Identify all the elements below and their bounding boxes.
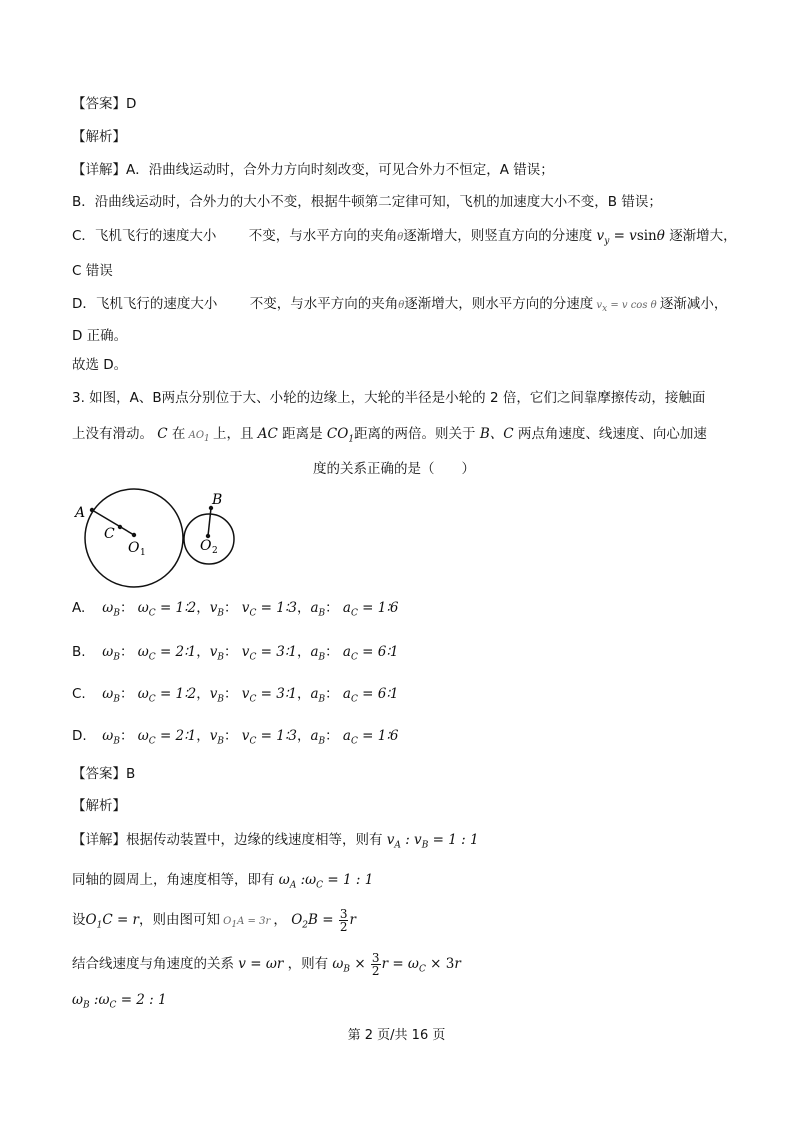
q2-detail-d: [72, 294, 727, 319]
page-footer: 第 2 页/共 16 页: [347, 1028, 446, 1043]
q2-c-part2: 不变，与水平方向的夹角: [248, 228, 398, 244]
q2-detail-b: B．沿曲线运动时，合外力的大小不变，根据牛顿第二定律可知，飞机的加速度大小不变，B 错误；: [72, 194, 662, 210]
q2-d-part3: 逐渐增大，则水平方向的分速度: [404, 296, 594, 312]
q2-d-part4: 逐渐减小，: [659, 296, 728, 312]
option-c-omega: 1∶2: [175, 686, 197, 702]
q3-analysis-label: 【解析】: [72, 798, 126, 814]
q2-d-part2: 不变，与水平方向的夹角: [249, 296, 399, 312]
wheels-diagram: [72, 488, 242, 588]
q3-detail4-part1: 结合线速度与角速度的关系: [72, 956, 234, 972]
co1-symbol: $CO_1$: [322, 426, 355, 445]
option-a-omega: 1∶2: [175, 600, 197, 616]
option-d-omega: 2∶1: [175, 728, 197, 744]
q3-detail1: 【详解】根据传动装置中，边缘的线速度相等，则有 $v_A$ : $v_B = 1$ : 1: [72, 832, 479, 851]
q2-d-conclusion: D 正确。: [72, 328, 128, 344]
q3-detail3: 设$O_1C = r$，则由图可知 $O_1A = 3r$ ， $O_2B$ = $\frac{3}{2}$ r: [72, 907, 356, 934]
q3-detail3-part2: ，则由图可知: [139, 912, 220, 928]
vy-formula: $v_y = vsin\theta$: [592, 228, 670, 247]
q2-choice: 故选 D。: [72, 357, 128, 373]
option-b-v: 3∶1: [276, 644, 297, 660]
q3-stem-line1: 3. 如图，A、B两点分别位于大、小轮的边缘上，大轮的半径是小轮的 2 倍，它们之间靠摩擦传动，接触面: [72, 390, 706, 406]
option-b-label: B.: [72, 644, 86, 660]
radius-o2b: [208, 508, 211, 536]
option-b-omega: 2∶1: [175, 644, 197, 660]
q3-detail1-ratio: 1 : 1: [448, 832, 479, 848]
option-d-v: 1∶3: [276, 728, 297, 744]
q3-detail2: 同轴的圆周上，角速度相等，即有 $\omega_A$ $:\omega_C = 1$ : 1: [72, 872, 374, 891]
option-d-label: D.: [72, 728, 87, 744]
point-a: [90, 508, 94, 512]
theta-symbol: θ: [398, 300, 405, 311]
q3-detail3-part3: ，: [273, 912, 287, 928]
q2-c-part4: 逐渐增大，: [669, 228, 737, 244]
option-a-label: A.: [72, 600, 86, 616]
large-wheel: [85, 489, 183, 587]
q3-stem-part1: 上没有滑动。: [72, 426, 153, 442]
option-c[interactable]: C. $\omega_B$： $\omega_C$ = 1∶2，$v_B$： $v_C$ = 3∶1，$a_B$： $a_C$ = 6∶1: [72, 686, 399, 705]
q3-stem-part3: 上，且: [212, 426, 254, 442]
q2-detail-c: [72, 226, 737, 252]
q3-stem-part2: 在: [171, 426, 186, 442]
label-o1-sub: 1: [140, 548, 146, 558]
q2-analysis-label: 【解析】: [72, 129, 126, 145]
q3-stem-line2: [72, 424, 707, 450]
q3-stem-part4: 距离是: [282, 426, 323, 442]
q3-detail4-part2: ，则有: [287, 956, 329, 972]
label-c: C: [104, 526, 115, 542]
option-d[interactable]: D. $\omega_B$： $\omega_C$ = 2∶1，$v_B$： $v_C$ = 1∶3，$a_B$： $a_C$ = 1∶6: [72, 728, 399, 747]
option-a-v: 1∶3: [276, 600, 297, 616]
option-c-a: 6∶1: [377, 686, 399, 702]
q3-detail3-part1: 设: [72, 912, 86, 928]
option-a-a: 1∶6: [377, 600, 399, 616]
point-c: [118, 525, 122, 529]
q2-detail-a: 【详解】A．沿曲线运动时，合外力方向时刻改变，可见合外力不恒定，A 错误；: [72, 162, 554, 178]
label-a: A: [75, 505, 86, 521]
q3-detail1-text: 【详解】根据传动装置中，边缘的线速度相等，则有: [72, 832, 383, 848]
ao1-symbol: $AO_1$: [185, 430, 210, 444]
option-b-a: 6∶1: [377, 644, 399, 660]
point-o1: [132, 533, 136, 537]
q3-detail4: 结合线速度与角速度的关系 v = ωr ，则有 $\omega_B$ × $\frac{3}{2}$ $r = \omega_C \times 3r$: [72, 951, 461, 978]
q3-detail2-ratio: 1 : 1: [342, 872, 374, 888]
q3-detail5-ratio: 2 : 1: [136, 992, 167, 1008]
q2-answer: 【答案】D: [72, 96, 137, 112]
label-o1: O: [128, 540, 140, 556]
theta-symbol: θ: [397, 232, 404, 243]
point-c-symbol: C: [153, 426, 172, 442]
ac-symbol: AC: [253, 426, 283, 442]
vx-formula: $v_x = v$ cos θ: [593, 300, 660, 314]
q3-stem-part6: 两点角速度、线速度、向心加速: [517, 426, 707, 442]
label-o2-sub: 2: [212, 546, 218, 556]
bc-symbol: B、C: [475, 426, 518, 442]
option-d-a: 1∶6: [377, 728, 399, 744]
q3-detail2-text: 同轴的圆周上，角速度相等，即有: [72, 872, 275, 888]
option-a[interactable]: A. $\omega_B$： $\omega_C$ = 1∶2，$v_B$： $v_C$ = 1∶3，$a_B$： $a_C$ = 1∶6: [72, 600, 399, 619]
q3-stem-part5: 距离的两倍。则关于: [354, 426, 476, 442]
q3-detail5: $\omega_B$ $:\omega_C = 2$ : 1: [72, 992, 167, 1011]
q2-c-part3: 逐渐增大，则竖直方向的分速度: [403, 228, 593, 244]
q3-stem-line3: 度的关系正确的是（ ）: [313, 461, 475, 477]
q3-answer: 【答案】B: [72, 766, 136, 782]
q2-d-part1: D．飞机飞行的速度大小: [72, 296, 218, 312]
option-c-label: C.: [72, 686, 86, 702]
q2-c-conclusion: C 错误: [72, 263, 113, 279]
q2-c-part1: C．飞机飞行的速度大小: [72, 228, 217, 244]
label-b: B: [212, 492, 223, 508]
option-b[interactable]: B. $\omega_B$： $\omega_C$ = 2∶1，$v_B$： $v_C$ = 3∶1，$a_B$： $a_C$ = 6∶1: [72, 644, 399, 663]
option-c-v: 3∶1: [276, 686, 297, 702]
label-o2: O: [200, 538, 212, 554]
